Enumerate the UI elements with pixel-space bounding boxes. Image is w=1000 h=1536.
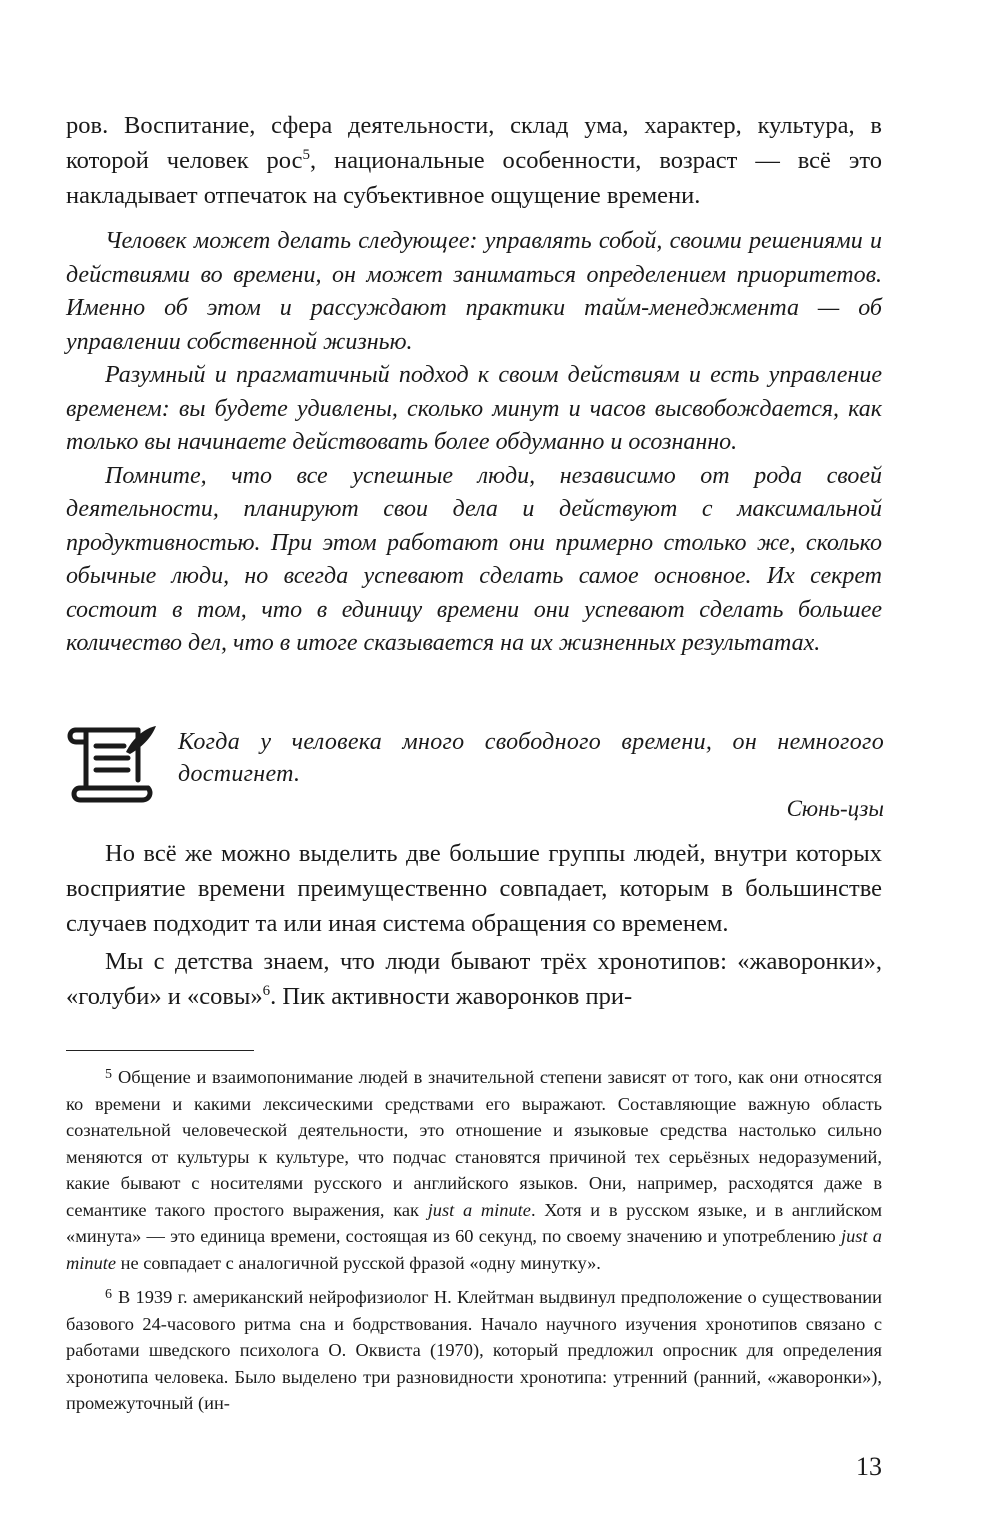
italic-paragraph: Помните, что все успешные люди, независимо от рода своей деятельности, планируют свои дела и действуют с максимальной продуктивностью. При этом работают они примерно столько же, сколько обычные люди, но всегда успевают сделать самое основное. Их секрет состоит в том, что в единицу времени они успевают сделать большее количество дел, что в итоге сказывается на их жизненных результатах. bbox=[66, 462, 882, 656]
footnote-number: 5 bbox=[105, 1067, 112, 1082]
paragraph-3 bbox=[66, 944, 882, 1014]
epigraph bbox=[178, 726, 884, 822]
footnote-5: $^5$ Общение и взаимопонимание людей в значительной степени зависят от того, как они относятся ко времени и какими лексическими средствами его выражают. Составляющие важную область сознательной человеческой деятельности, это отношение и языковые средства настолько сильно меняются от культуры к культуре, что подчас становятся причиной тех серьёзных недоразумений, какие бывают с носителями русского и английского языков. Они, например, расходятся даже в семантике такого простого выражения, как just a minute. Хотя и в русском языке, и в английском «минута» — это единица времени, состоящая из 60 секунд, по своему значению и употреблению just a minute не совпадает с аналогичной русской фразой «одну минутку». bbox=[66, 1067, 882, 1273]
italic-paragraph: Разумный и прагматичный подход к своим действиям и есть управление временем: вы будете удивлены, сколько минут и часов высвобождается, как только вы начинаете действовать более обдуманно и осознанно. bbox=[66, 362, 882, 455]
paragraph-3-text: Мы с детства знаем, что люди бывают трёх хронотипов: «жаворонки», «голуби» и «совы» bbox=[66, 948, 882, 1010]
italic-section bbox=[66, 225, 882, 661]
paragraph-1 bbox=[66, 108, 882, 213]
footnotes bbox=[66, 1062, 882, 1417]
paragraph-3-text-end: . Пик активности жаворонков при- bbox=[270, 983, 633, 1010]
scroll-quill-icon bbox=[66, 722, 158, 804]
epigraph-text: Когда у человека много свободного времени, он немногого достигнет. bbox=[178, 729, 884, 787]
footnote-separator bbox=[66, 1050, 254, 1051]
paragraph-1-text: ров. Воспитание, сфера деятельности, склад ума, характер, культура, в которой человек рос bbox=[66, 112, 882, 174]
main-text bbox=[66, 836, 882, 1014]
epigraph-author: Сюнь-цзы bbox=[786, 796, 884, 821]
footnote-ref-5[interactable]: 5 bbox=[302, 147, 311, 163]
italic-paragraph: Человек может делать следующее: управлять собой, своими решениями и действиями во времени, он может заниматься определением приоритетов. Именно об этом и рассуждают практики тайм-менеджмента — об управлении собственной жизнью. bbox=[66, 228, 882, 355]
paragraph-1-text-end: , национальные особенности, возраст — всё это накладывает отпечаток на субъективное ощущение времени. bbox=[66, 147, 882, 209]
paragraph-2: Но всё же можно выделить две большие группы людей, внутри которых восприятие времени преимущественно совпадает, которым в большинстве случаев подходит та или иная система обращения со временем. bbox=[66, 840, 882, 937]
page-number: 13 bbox=[856, 1452, 882, 1481]
footnote-6: $^6$ В 1939 г. американский нейрофизиолог Н. Клейтман выдвинул предположение о существовании базового 24-часового ритма сна и бодрствования. Начало научного изучения хронотипов связано с работами шведского психолога О. Оквиста (1970), который предложил опросник для определения хронотипа человека. Было выделено три разновидности хронотипа: утренний (ранний, «жаворонки»), промежуточный (ин- bbox=[66, 1287, 882, 1413]
footnote-ref-6[interactable]: 6 bbox=[262, 983, 271, 999]
footnote-number: 6 bbox=[105, 1287, 112, 1302]
